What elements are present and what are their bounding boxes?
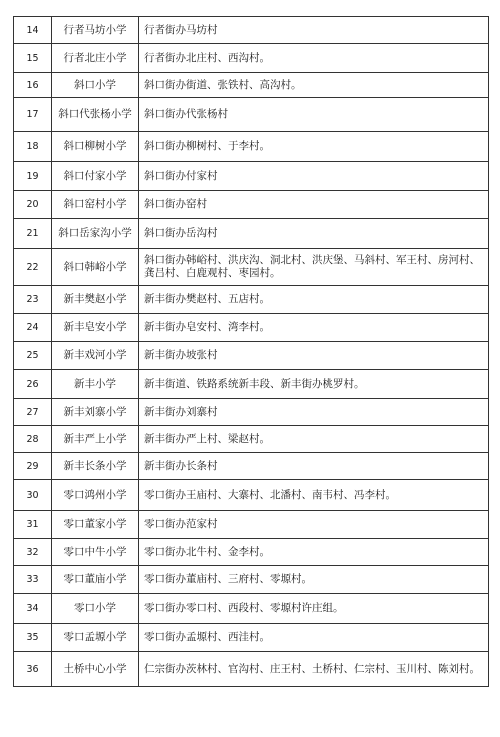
table-row	[14, 370, 489, 399]
service-area: 斜口街办代张杨村	[139, 98, 489, 132]
service-area: 新丰街办樊赵村、五店村。	[139, 286, 489, 314]
school-name: 行者马坊小学	[52, 17, 139, 44]
service-area: 斜口街办窑村	[139, 191, 489, 219]
service-area: 斜口街办付家村	[139, 162, 489, 191]
table-row	[14, 652, 489, 687]
row-number: 26	[14, 370, 52, 399]
service-area: 行者街办马坊村	[139, 17, 489, 44]
row-number: 19	[14, 162, 52, 191]
table-row	[14, 453, 489, 480]
table-row	[14, 314, 489, 342]
row-number: 18	[14, 132, 52, 162]
school-name: 零口中牛小学	[52, 539, 139, 566]
row-number: 20	[14, 191, 52, 219]
school-name: 新丰皂安小学	[52, 314, 139, 342]
row-number: 16	[14, 73, 52, 98]
row-number: 29	[14, 453, 52, 480]
school-name: 零口董家小学	[52, 511, 139, 539]
service-area: 仁宗街办茨林村、官沟村、庄王村、土桥村、仁宗村、玉川村、陈刘村。	[139, 652, 489, 687]
service-area: 斜口街办韩峪村、洪庆沟、洞北村、洪庆堡、马斜村、军王村、房河村、龚吕村、白鹿观村、枣园村。	[139, 249, 489, 286]
service-area: 行者街办北庄村、西沟村。	[139, 44, 489, 73]
row-number: 32	[14, 539, 52, 566]
row-number: 14	[14, 17, 52, 44]
school-district-table	[13, 16, 489, 687]
school-name: 零口董庙小学	[52, 566, 139, 594]
table-body	[14, 17, 489, 687]
service-area: 新丰街办严上村、梁赵村。	[139, 426, 489, 453]
school-name: 斜口付家小学	[52, 162, 139, 191]
row-number: 27	[14, 399, 52, 426]
table-row	[14, 73, 489, 98]
table-row	[14, 342, 489, 370]
school-name: 斜口小学	[52, 73, 139, 98]
service-area: 新丰街办皂安村、湾李村。	[139, 314, 489, 342]
service-area: 斜口街办岳沟村	[139, 219, 489, 249]
service-area: 斜口街办柳树村、于李村。	[139, 132, 489, 162]
service-area: 新丰街办长条村	[139, 453, 489, 480]
school-name: 新丰小学	[52, 370, 139, 399]
school-name: 斜口代张杨小学	[52, 98, 139, 132]
service-area: 零口街办孟塬村、西洼村。	[139, 624, 489, 652]
row-number: 25	[14, 342, 52, 370]
school-name: 零口小学	[52, 594, 139, 624]
table-row	[14, 132, 489, 162]
school-name: 新丰严上小学	[52, 426, 139, 453]
service-area: 零口街办王庙村、大寨村、北潘村、南韦村、冯李村。	[139, 480, 489, 511]
row-number: 34	[14, 594, 52, 624]
row-number: 30	[14, 480, 52, 511]
table-row	[14, 480, 489, 511]
school-name: 斜口柳树小学	[52, 132, 139, 162]
school-name: 新丰樊赵小学	[52, 286, 139, 314]
row-number: 35	[14, 624, 52, 652]
table-row	[14, 286, 489, 314]
service-area: 零口街办范家村	[139, 511, 489, 539]
row-number: 21	[14, 219, 52, 249]
table-row	[14, 566, 489, 594]
school-name: 斜口窑村小学	[52, 191, 139, 219]
row-number: 17	[14, 98, 52, 132]
service-area: 新丰街办坡张村	[139, 342, 489, 370]
table-row	[14, 44, 489, 73]
table-row	[14, 511, 489, 539]
table-row	[14, 426, 489, 453]
school-name: 斜口韩峪小学	[52, 249, 139, 286]
school-name: 零口孟塬小学	[52, 624, 139, 652]
table-row	[14, 594, 489, 624]
service-area: 新丰街办刘寨村	[139, 399, 489, 426]
service-area: 新丰街道、铁路系统新丰段、新丰街办桃罗村。	[139, 370, 489, 399]
row-number: 36	[14, 652, 52, 687]
service-area: 斜口街办街道、张铁村、高沟村。	[139, 73, 489, 98]
school-name: 新丰刘寨小学	[52, 399, 139, 426]
table-row	[14, 98, 489, 132]
school-name: 新丰戏河小学	[52, 342, 139, 370]
row-number: 23	[14, 286, 52, 314]
row-number: 24	[14, 314, 52, 342]
table-row	[14, 399, 489, 426]
row-number: 15	[14, 44, 52, 73]
school-name: 土桥中心小学	[52, 652, 139, 687]
school-name: 新丰长条小学	[52, 453, 139, 480]
table-row	[14, 249, 489, 286]
row-number: 28	[14, 426, 52, 453]
table-row	[14, 219, 489, 249]
service-area: 零口街办北牛村、金李村。	[139, 539, 489, 566]
table-row	[14, 191, 489, 219]
school-name: 零口鸿州小学	[52, 480, 139, 511]
table-row	[14, 162, 489, 191]
table-row	[14, 624, 489, 652]
school-name: 斜口岳家沟小学	[52, 219, 139, 249]
row-number: 31	[14, 511, 52, 539]
table-row	[14, 17, 489, 44]
row-number: 22	[14, 249, 52, 286]
service-area: 零口街办零口村、西段村、零塬村许庄组。	[139, 594, 489, 624]
school-name: 行者北庄小学	[52, 44, 139, 73]
service-area: 零口街办董庙村、三府村、零塬村。	[139, 566, 489, 594]
table-row	[14, 539, 489, 566]
row-number: 33	[14, 566, 52, 594]
